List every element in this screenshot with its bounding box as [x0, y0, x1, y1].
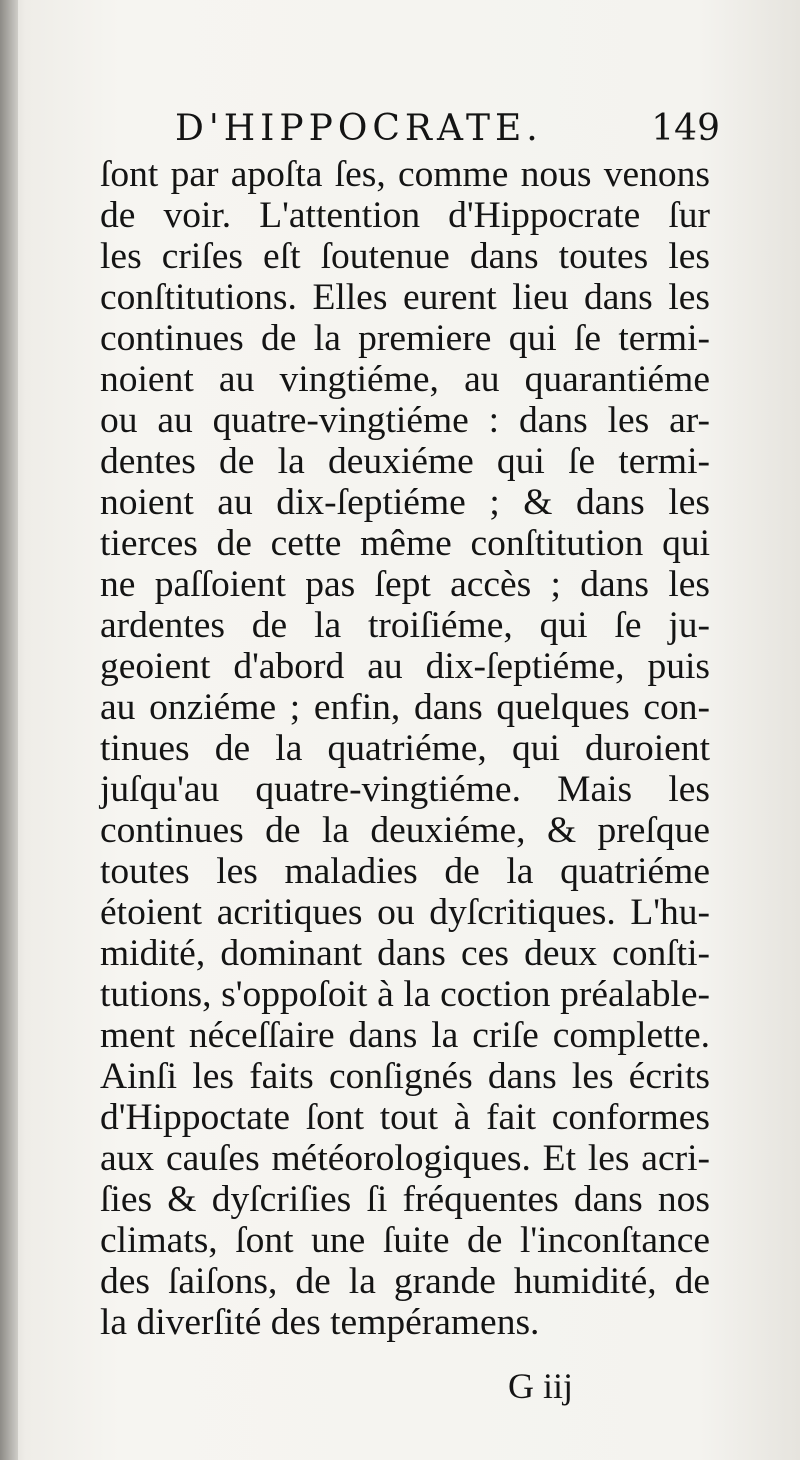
- text-line: aux cauſes météorologiques. Et les acri-: [100, 1138, 710, 1179]
- running-header: [175, 108, 720, 152]
- running-title: D'HIPPOCRATE.: [175, 108, 543, 149]
- text-line: ou au quatre-vingtiéme : dans les ar-: [100, 400, 710, 441]
- text-line: noient au vingtiéme, au quarantiéme: [100, 359, 710, 400]
- text-line: de voir. L'attention d'Hippocrate ſur: [100, 195, 710, 236]
- text-line: dentes de la deuxiéme qui ſe termi-: [100, 441, 710, 482]
- text-line: noient au dix-ſeptiéme ; & dans les: [100, 482, 710, 523]
- text-line: conſtitutions. Elles eurent lieu dans les: [100, 277, 710, 318]
- text-line: les criſes eſt ſoutenue dans toutes les: [100, 236, 710, 277]
- text-line: continues de la deuxiéme, & preſque: [100, 810, 710, 851]
- text-line: ardentes de la troiſiéme, qui ſe ju-: [100, 605, 710, 646]
- text-line: la diverſité des tempéramens.: [100, 1302, 540, 1343]
- text-line: Ainſi les faits conſignés dans les écrits: [100, 1056, 710, 1097]
- text-line: des ſaiſons, de la grande humidité, de: [100, 1261, 710, 1302]
- text-line: étoient acritiques ou dyſcritiques. L'hu-: [100, 892, 710, 933]
- text-line: ſont par apoſta ſes, comme nous venons: [100, 154, 710, 195]
- text-line: tutions, s'oppoſoit à la coction préalable-: [100, 974, 710, 1015]
- text-line: tinues de la quatriéme, qui duroient: [100, 728, 710, 769]
- text-line: ment néceſſaire dans la criſe complette.: [100, 1015, 710, 1056]
- text-line: toutes les maladies de la quatriéme: [100, 851, 710, 892]
- text-line: ne paſſoient pas ſept accès ; dans les: [100, 564, 710, 605]
- page-gutter-shadow: [0, 0, 18, 1460]
- text-line: midité, dominant dans ces deux conſti-: [100, 933, 710, 974]
- text-line: juſqu'au quatre-vingtiéme. Mais les: [100, 769, 710, 810]
- signature-mark: G iij: [508, 1366, 574, 1406]
- text-line: d'Hippoctate ſont tout à fait conformes: [100, 1097, 710, 1138]
- text-line: ſies & dyſcriſies ſi fréquentes dans nos: [100, 1179, 710, 1220]
- text-line: continues de la premiere qui ſe termi-: [100, 318, 710, 359]
- text-line: geoient d'abord au dix-ſeptiéme, puis: [100, 646, 710, 687]
- text-line: climats, ſont une ſuite de l'inconſtance: [100, 1220, 710, 1261]
- body-text: [100, 154, 710, 1343]
- text-line: au onziéme ; enfin, dans quelques con-: [100, 687, 710, 728]
- page-number: 149: [651, 108, 720, 149]
- text-line: tierces de cette même conſtitution qui: [100, 523, 710, 564]
